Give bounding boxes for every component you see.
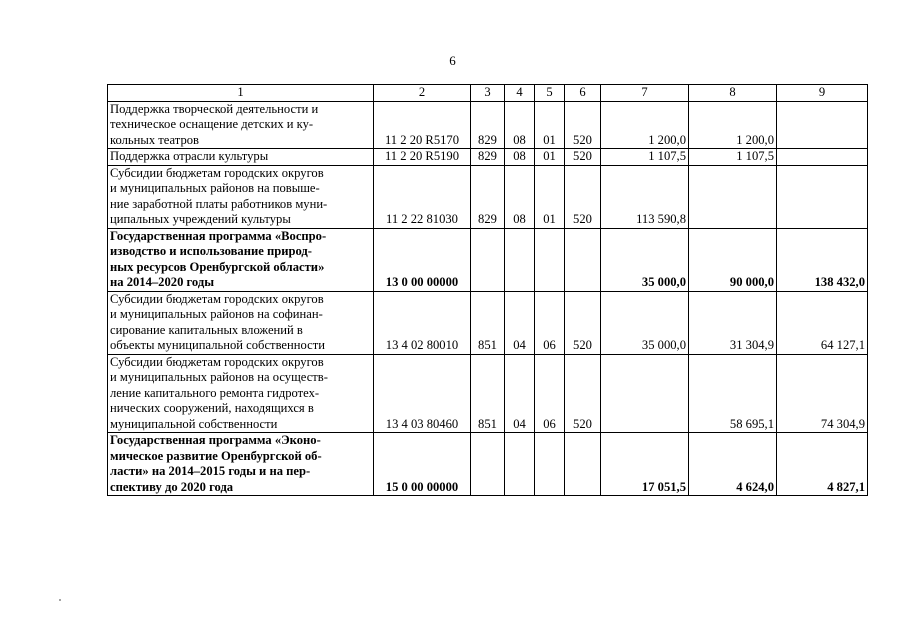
budget-code-cell: 11 2 22 81030 (374, 165, 471, 228)
budget-code-cell: 13 4 03 80460 (374, 354, 471, 433)
item-name-line: и муниципальных районов на софинан- (110, 307, 323, 321)
item-name-cell (108, 165, 374, 228)
table-row (108, 433, 868, 496)
item-name-cell (108, 433, 374, 496)
amount-col8-cell: 1 200,0 (689, 101, 777, 149)
expense-type-cell (565, 433, 601, 496)
amount-col9-cell: 64 127,1 (777, 291, 868, 354)
budget-code-cell: 15 0 00 00000 (374, 433, 471, 496)
column-header: 7 (601, 85, 689, 102)
column-header: 1 (108, 85, 374, 102)
table-row (108, 228, 868, 291)
ministry-code-cell (471, 433, 505, 496)
amount-col9-cell (777, 101, 868, 149)
item-name-line: спективу до 2020 года (110, 479, 234, 494)
item-name-line: сирование капитальных вложений в (110, 322, 303, 337)
item-name-line: ласти» на 2014–2015 годы и на пер- (110, 464, 311, 478)
section-code-cell (505, 228, 535, 291)
budget-code-cell: 11 2 20 R5190 (374, 149, 471, 166)
amount-col9-cell (777, 149, 868, 166)
amount-col7-cell: 1 200,0 (601, 101, 689, 149)
subsection-code-cell: 06 (535, 354, 565, 433)
budget-table (107, 84, 868, 496)
amount-col7-cell (601, 354, 689, 433)
column-header: 8 (689, 85, 777, 102)
item-name-line: и муниципальных районов на повыше- (110, 181, 320, 195)
section-code-cell: 08 (505, 101, 535, 149)
amount-col9-cell: 4 827,1 (777, 433, 868, 496)
item-name-line: ние заработной платы работников муни- (110, 196, 328, 211)
item-name-line: Государственная программа «Эконо- (110, 433, 321, 447)
item-name-line: мическое развитие Оренбургской об- (110, 448, 322, 463)
section-code-cell: 04 (505, 291, 535, 354)
column-header: 9 (777, 85, 868, 102)
expense-type-cell: 520 (565, 149, 601, 166)
amount-col7-cell: 35 000,0 (601, 228, 689, 291)
amount-col8-cell: 90 000,0 (689, 228, 777, 291)
section-code-cell (505, 433, 535, 496)
amount-col8-cell: 31 304,9 (689, 291, 777, 354)
amount-col9-cell: 74 304,9 (777, 354, 868, 433)
item-name-cell (108, 228, 374, 291)
amount-col8-cell: 4 624,0 (689, 433, 777, 496)
table-row (108, 149, 868, 166)
table-row (108, 101, 868, 149)
subsection-code-cell (535, 228, 565, 291)
table-row (108, 165, 868, 228)
ministry-code-cell: 851 (471, 291, 505, 354)
item-name-line: ление капитального ремонта гидротех- (110, 385, 320, 400)
item-name-line: ных ресурсов Оренбургской области» (110, 259, 325, 274)
column-header: 2 (374, 85, 471, 102)
column-header: 4 (505, 85, 535, 102)
item-name-line: Поддержка отрасли культуры (110, 149, 269, 163)
budget-code-cell: 13 4 02 80010 (374, 291, 471, 354)
item-name-cell (108, 291, 374, 354)
item-name-line: Поддержка творческой деятельности и (110, 101, 319, 116)
ministry-code-cell: 829 (471, 149, 505, 166)
item-name-cell (108, 101, 374, 149)
subsection-code-cell (535, 433, 565, 496)
item-name-line: на 2014–2020 годы (110, 275, 215, 289)
amount-col7-cell: 113 590,8 (601, 165, 689, 228)
amount-col7-cell: 1 107,5 (601, 149, 689, 166)
expense-type-cell: 520 (565, 354, 601, 433)
section-code-cell: 08 (505, 149, 535, 166)
expense-type-cell: 520 (565, 291, 601, 354)
item-name-line: Субсидии бюджетам городских округов (110, 354, 324, 369)
page-number: 6 (449, 53, 456, 68)
ministry-code-cell: 851 (471, 354, 505, 433)
item-name-line: Государственная программа «Воспро- (110, 228, 327, 243)
amount-col8-cell (689, 165, 777, 228)
expense-type-cell (565, 228, 601, 291)
budget-code-cell: 13 0 00 00000 (374, 228, 471, 291)
expense-type-cell: 520 (565, 165, 601, 228)
item-name-line: ципальных учреждений культуры (110, 212, 291, 226)
item-name-line: изводство и использование природ- (110, 244, 312, 258)
amount-col7-cell: 35 000,0 (601, 291, 689, 354)
ministry-code-cell: 829 (471, 101, 505, 149)
item-name-cell (108, 149, 374, 166)
expense-type-cell: 520 (565, 101, 601, 149)
subsection-code-cell: 01 (535, 149, 565, 166)
item-name-line: муниципальной собственности (110, 416, 278, 431)
ministry-code-cell (471, 228, 505, 291)
subsection-code-cell: 06 (535, 291, 565, 354)
table-header-row (108, 85, 868, 102)
amount-col9-cell: 138 432,0 (777, 228, 868, 291)
item-name-cell (108, 354, 374, 433)
subsection-code-cell: 01 (535, 165, 565, 228)
item-name-line: объекты муниципальной собственности (110, 338, 325, 352)
item-name-line: Субсидии бюджетам городских округов (110, 291, 324, 306)
amount-col8-cell: 1 107,5 (689, 149, 777, 166)
section-code-cell: 08 (505, 165, 535, 228)
amount-col7-cell: 17 051,5 (601, 433, 689, 496)
table-row (108, 291, 868, 354)
item-name-line: нических сооружений, находящихся в (110, 401, 314, 415)
budget-code-cell: 11 2 20 R5170 (374, 101, 471, 149)
table-row (108, 354, 868, 433)
item-name-line: и муниципальных районов на осуществ- (110, 370, 328, 384)
item-name-line: техническое оснащение детских и ку- (110, 117, 314, 131)
column-header: 5 (535, 85, 565, 102)
scan-speck (59, 599, 61, 601)
section-code-cell: 04 (505, 354, 535, 433)
amount-col8-cell: 58 695,1 (689, 354, 777, 433)
item-name-line: кольных театров (110, 132, 199, 147)
column-header: 6 (565, 85, 601, 102)
amount-col9-cell (777, 165, 868, 228)
item-name-line: Субсидии бюджетам городских округов (110, 165, 324, 180)
column-header: 3 (471, 85, 505, 102)
ministry-code-cell: 829 (471, 165, 505, 228)
subsection-code-cell: 01 (535, 101, 565, 149)
